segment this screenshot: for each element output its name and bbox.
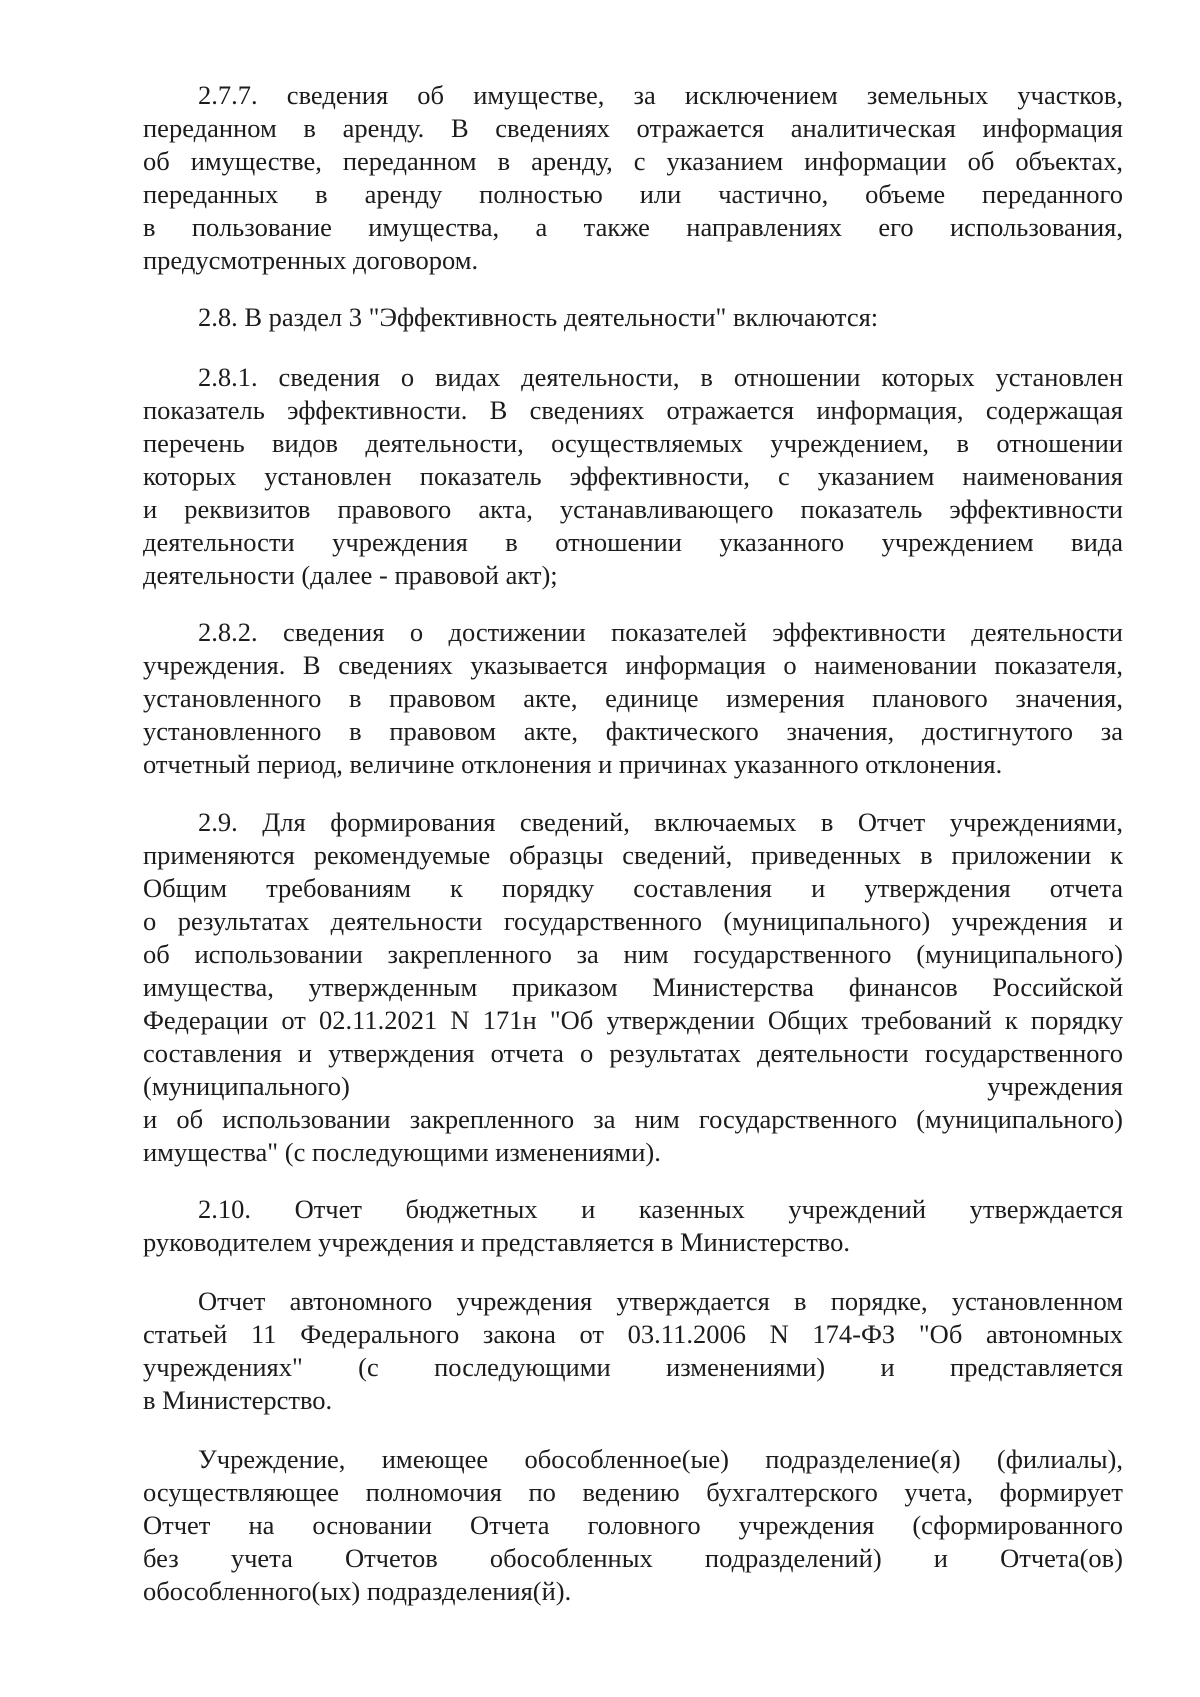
text-line: установленного в правовом акте, фактического значения, достигнутого за [143,716,1123,746]
text-line: об имуществе, переданном в аренду, с указанием информации об объектах, [143,146,1123,176]
text-line: переданном в аренду. В сведениях отражается аналитическая информация [143,113,1123,143]
text-line: статьей 11 Федерального закона от 03.11.2006 N 174-ФЗ "Об автономных [143,1319,1123,1349]
text-line: отчетный период, величине отклонения и причинах указанного отклонения. [143,749,1003,779]
text-line: Учреждение, имеющее обособленное(ые) подразделение(я) (филиалы), [198,1444,1123,1474]
paragraph-2-9 [143,806,1123,1169]
text-line: 2.9. Для формирования сведений, включаемых в Отчет учреждениями, [198,807,1123,837]
text-line: (муниципального) учреждения [143,1071,1123,1101]
text-line: деятельности (далее - правовой акт); [143,560,558,590]
text-line: переданных в аренду полностью или частично, объеме переданного [143,179,1123,209]
text-line: 2.7.7. сведения об имуществе, за исключением земельных участков, [198,80,1123,110]
text-line: в пользование имущества, а также направлениях его использования, [143,212,1123,242]
text-line: учреждениях" (с последующими изменениями) и представляется [143,1352,1123,1382]
text-line: и реквизитов правового акта, устанавливающего показатель эффективности [143,494,1123,524]
paragraph-2-7-7 [143,79,1123,277]
paragraph-2-8-1 [143,361,1123,592]
text-line: без учета Отчетов обособленных подразделений) и Отчета(ов) [143,1543,1123,1573]
text-line: Отчет на основании Отчета головного учреждения (сформированного [143,1510,1123,1540]
text-line: о результатах деятельности государственного (муниципального) учреждения и [143,906,1123,936]
text-line: 2.8.2. сведения о достижении показателей эффективности деятельности [198,617,1123,647]
paragraph-2-8-2 [143,616,1123,781]
paragraph-2-8 [143,301,1123,334]
text-line: и об использовании закрепленного за ним государственного (муниципального) [143,1104,1123,1134]
text-line: применяются рекомендуемые образцы сведений, приведенных в приложении к [143,840,1123,870]
text-line: Федерации от 02.11.2021 N 171н "Об утверждении Общих требований к порядку [143,1005,1123,1035]
text-line: осуществляющее полномочия по ведению бухгалтерского учета, формирует [143,1477,1123,1507]
paragraph-autonomous [143,1285,1123,1417]
text-line: составления и утверждения отчета о результатах деятельности государственного [143,1038,1123,1068]
text-line: в Министерство. [143,1385,333,1415]
text-line: Отчет автономного учреждения утверждается в порядке, установленном [198,1286,1123,1316]
text-line: деятельности учреждения в отношении указанного учреждением вида [143,527,1123,557]
text-line: учреждения. В сведениях указывается информация о наименовании показателя, [143,650,1123,680]
text-line: перечень видов деятельности, осуществляемых учреждением, в отношении [143,428,1123,458]
paragraph-branches [143,1443,1123,1608]
paragraph-2-10 [143,1193,1123,1259]
text-line: которых установлен показатель эффективности, с указанием наименования [143,461,1123,491]
text-line: 2.10. Отчет бюджетных и казенных учреждений утверждается [198,1194,1123,1224]
text-line: 2.8.1. сведения о видах деятельности, в отношении которых установлен [198,362,1123,392]
text-line: об использовании закрепленного за ним государственного (муниципального) [143,939,1123,969]
text-line: 2.8. В раздел 3 "Эффективность деятельности" включаются: [198,302,879,332]
text-line: предусмотренных договором. [143,245,479,275]
text-line: руководителем учреждения и представляется в Министерство. [143,1227,850,1257]
text-line: обособленного(ых) подразделения(й). [143,1576,572,1606]
text-line: имущества" (с последующими изменениями). [143,1137,661,1167]
text-line: имущества, утвержденным приказом Министерства финансов Российской [143,972,1123,1002]
text-line: показатель эффективности. В сведениях отражается информация, содержащая [143,395,1123,425]
text-line: Общим требованиям к порядку составления и утверждения отчета [143,873,1123,903]
text-line: установленного в правовом акте, единице измерения планового значения, [143,683,1123,713]
